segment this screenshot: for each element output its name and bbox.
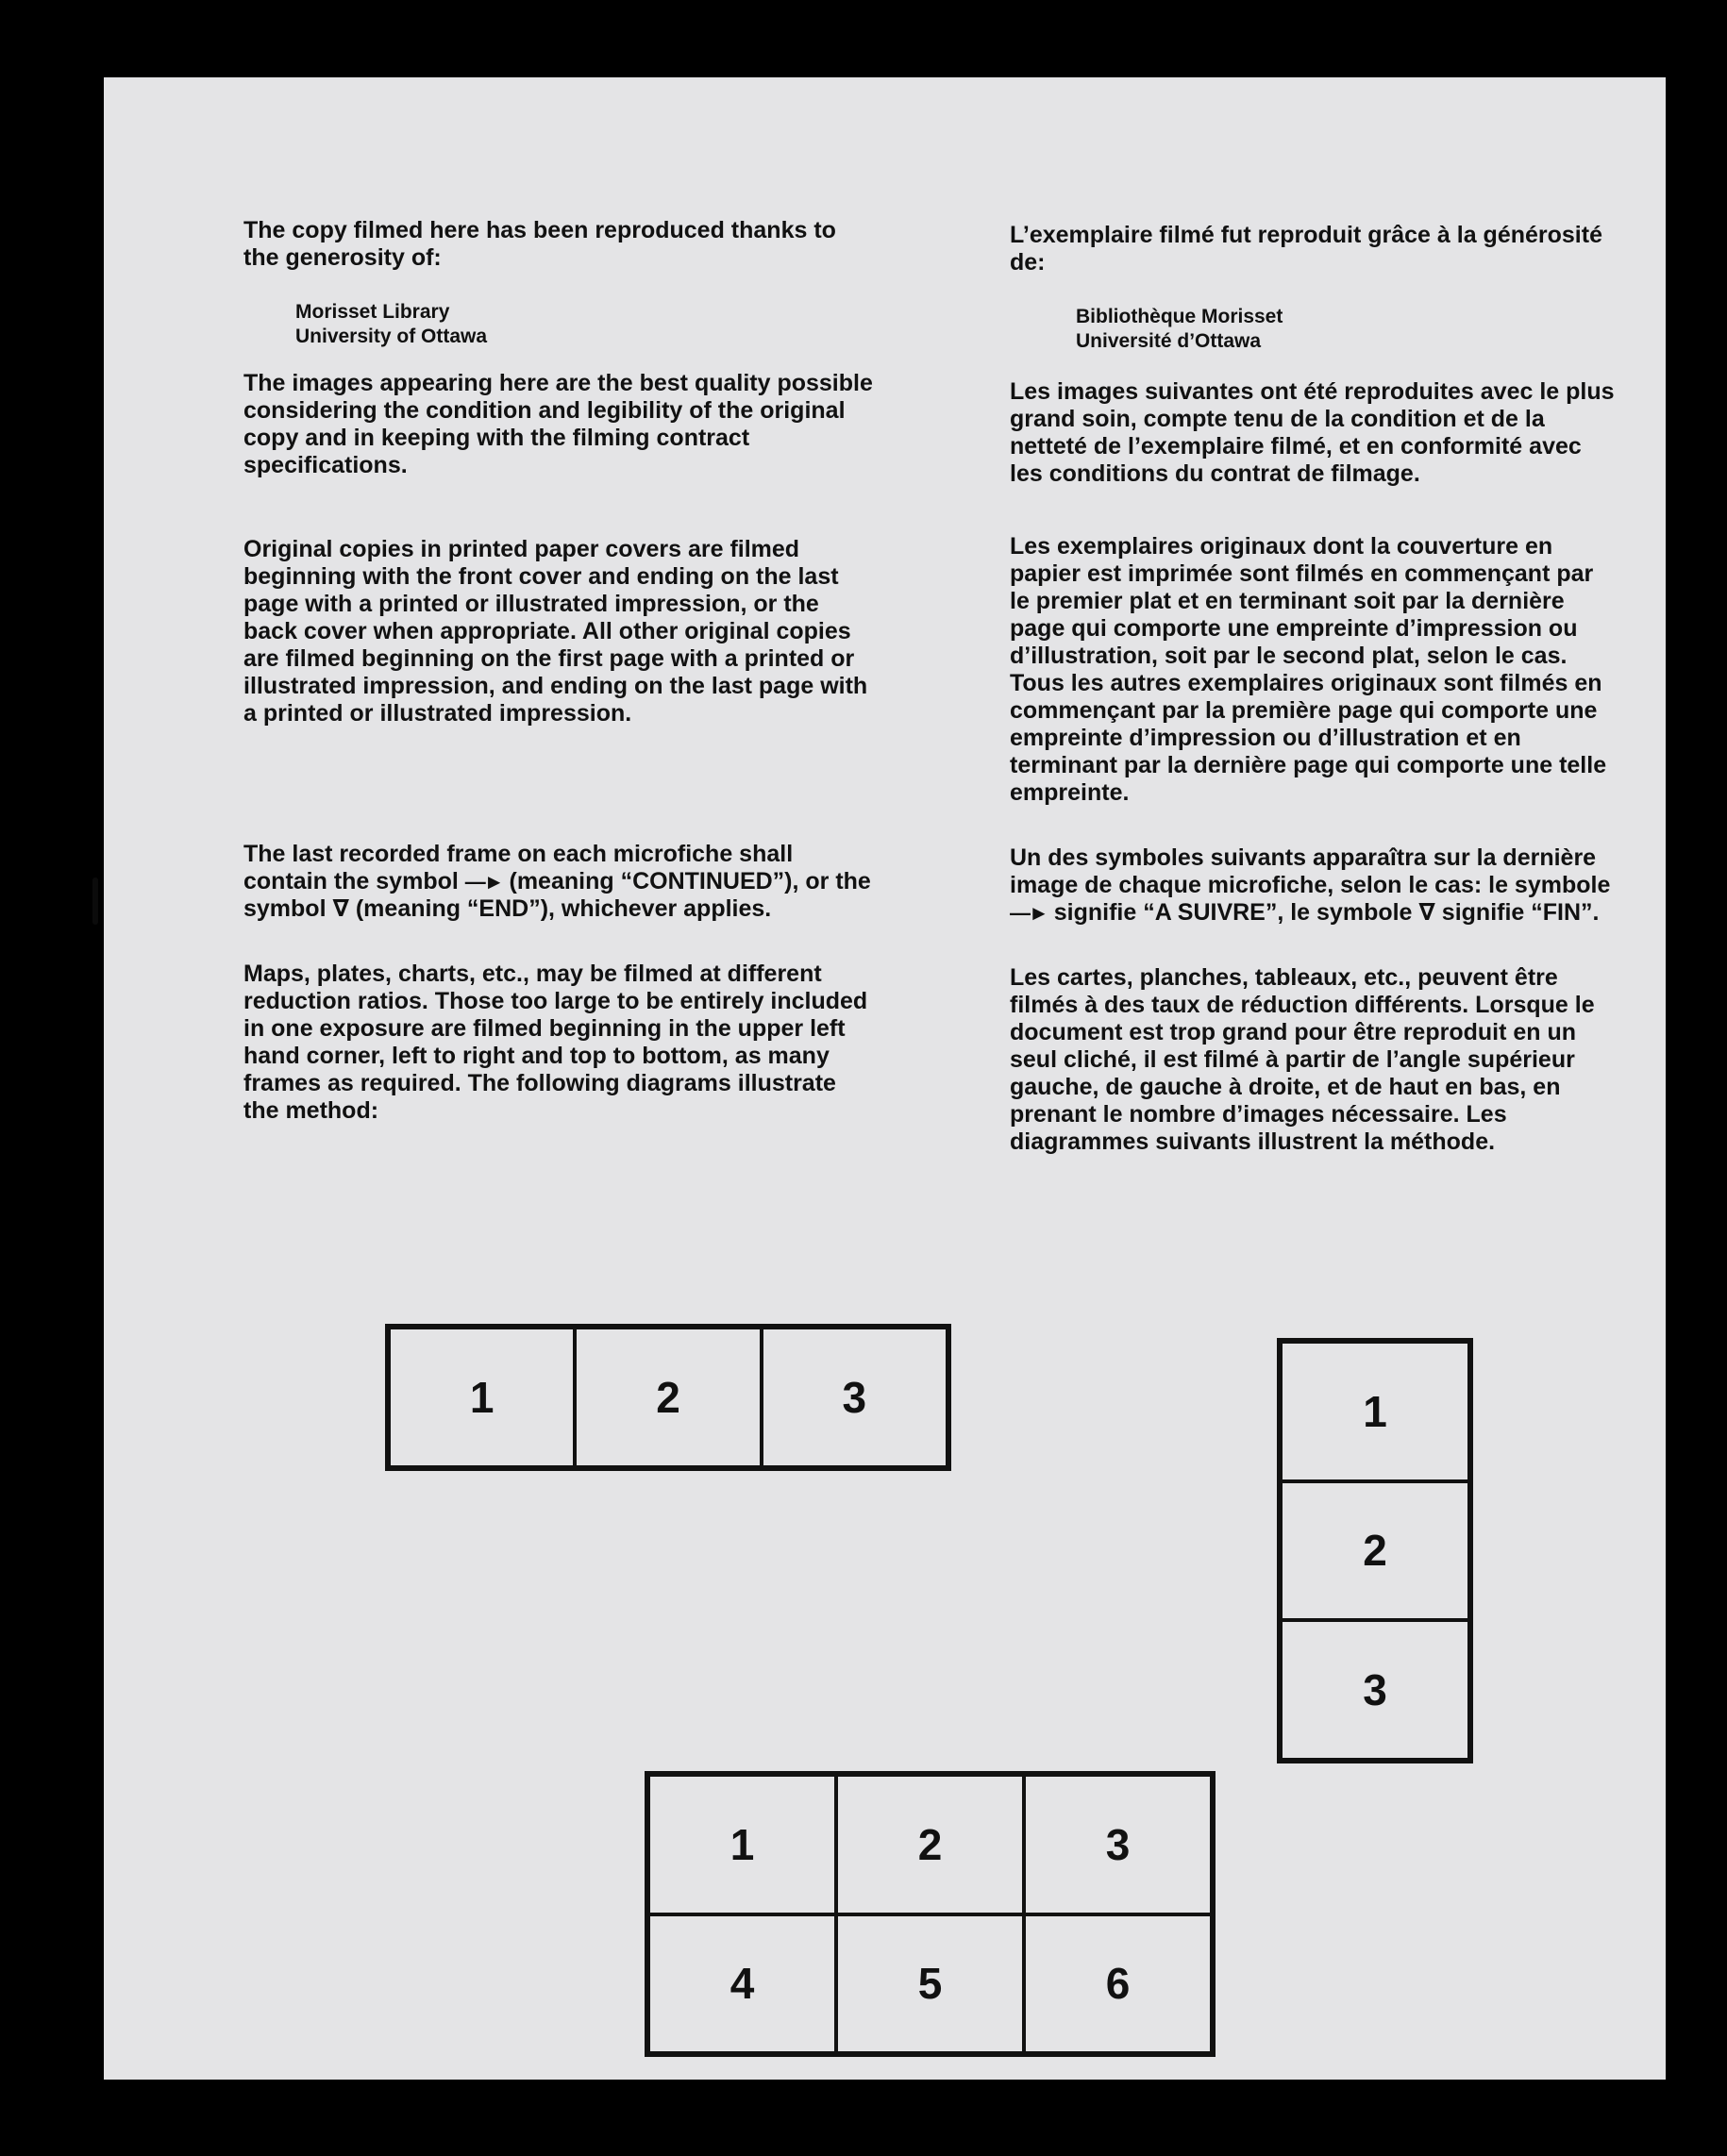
end-triangle-icon-fr: ∇ [1418, 899, 1435, 926]
symbols-paragraph [243, 841, 876, 923]
intro-text-fr: L’exemplaire filmé fut reproduit grâce à la générosité de: [1010, 222, 1602, 276]
symbols-text-a-fr: Un des symboles suivants apparaîtra sur la dernière image de chaque microfiche, selon le cas: le symbole [1010, 844, 1611, 898]
symbols-text-b-fr: signifie “A SUIVRE”, le symbole [1053, 899, 1413, 926]
library-name: Morisset Library [295, 301, 450, 323]
scan-speck [92, 877, 98, 925]
frame-5: 5 [836, 1914, 1024, 2054]
diagram-column-frames [1277, 1338, 1473, 1763]
intro-text: The copy filmed here has been reproduced thanks to the generosity of: [243, 217, 836, 271]
symbols-text-a: The last recorded frame on each microfiche shall contain the symbol [243, 841, 794, 894]
frame-1: 1 [648, 1775, 836, 1914]
symbols-paragraph-fr [1010, 844, 1618, 927]
frame-1: 1 [389, 1328, 575, 1467]
symbols-text-b: (meaning “CONTINUED”), or the symbol [243, 868, 871, 922]
frame-4: 4 [648, 1914, 836, 2054]
covers-paragraph-fr: Les exemplaires originaux dont la couverture en papier est imprimée sont filmés en commençant par le premier plat et en terminant soit par la dernière page qui comporte une empreinte d’impression ou d’illustration, soit par le second plat, selon le cas. Tous les autres exemplaires originaux sont filmés en commençant par la première page qui comporte une empreinte d’impression ou d’illustration et en terminant par la dernière page qui comporte une telle empreinte. [1010, 533, 1607, 806]
frame-2: 2 [575, 1328, 761, 1467]
english-column [243, 217, 876, 1125]
library-university: University of Ottawa [295, 326, 488, 347]
frame-2: 2 [1281, 1481, 1469, 1621]
library-name-fr: Bibliothèque Morisset [1076, 306, 1283, 327]
symbols-text-c-fr: signifie “FIN”. [1441, 899, 1600, 926]
quality-paragraph: The images appearing here are the best quality possible considering the condition and legibility of the original copy and in keeping with the filming contract specifications. [243, 370, 873, 478]
frame-6: 6 [1024, 1914, 1212, 2054]
symbols-text-c: (meaning “END”), whichever applies. [355, 895, 772, 922]
diagram-grid-frames [645, 1771, 1216, 2057]
end-triangle-icon: ∇ [332, 895, 349, 922]
frame-2: 2 [836, 1775, 1024, 1914]
maps-paragraph: Maps, plates, charts, etc., may be filmed at different reduction ratios. Those too large to be entirely included in one exposure are filmed beginning in the upper left hand corner, left to right and top to bottom, as many frames as required. The following diagrams illustrate the method: [243, 961, 868, 1124]
covers-paragraph: Original copies in printed paper covers are filmed beginning with the front cover and ending on the last page with a printed or illustrated impression, or the back cover when appropriate. All other original copies are filmed beginning on the first page with a printed or illustrated impression, and ending on the last page with a printed or illustrated impression. [243, 536, 868, 727]
continued-arrow-icon-fr: —► [1010, 901, 1048, 925]
quality-paragraph-fr: Les images suivantes ont été reproduites avec le plus grand soin, compte tenu de la condition et de la netteté de l’exemplaire filmé, et en conformité avec les conditions du contrat de filmage. [1010, 378, 1615, 487]
frame-3: 3 [762, 1328, 947, 1467]
french-column [1010, 222, 1618, 1156]
continued-arrow-icon: —► [464, 870, 503, 894]
frame-3: 3 [1024, 1775, 1212, 1914]
diagram-row-frames [385, 1324, 951, 1471]
frame-3: 3 [1281, 1620, 1469, 1760]
library-university-fr: Université d’Ottawa [1076, 330, 1262, 352]
frame-1: 1 [1281, 1342, 1469, 1481]
maps-paragraph-fr: Les cartes, planches, tableaux, etc., peuvent être filmés à des taux de réduction différents. Lorsque le document est trop grand pour être reproduit en un seul cliché, il est filmé à partir de l’angle supérieur gauche, de gauche à droite, et de haut en bas, en prenant le nombre d’images nécessaire. Les diagrammes suivants illustrent la méthode. [1010, 964, 1595, 1155]
